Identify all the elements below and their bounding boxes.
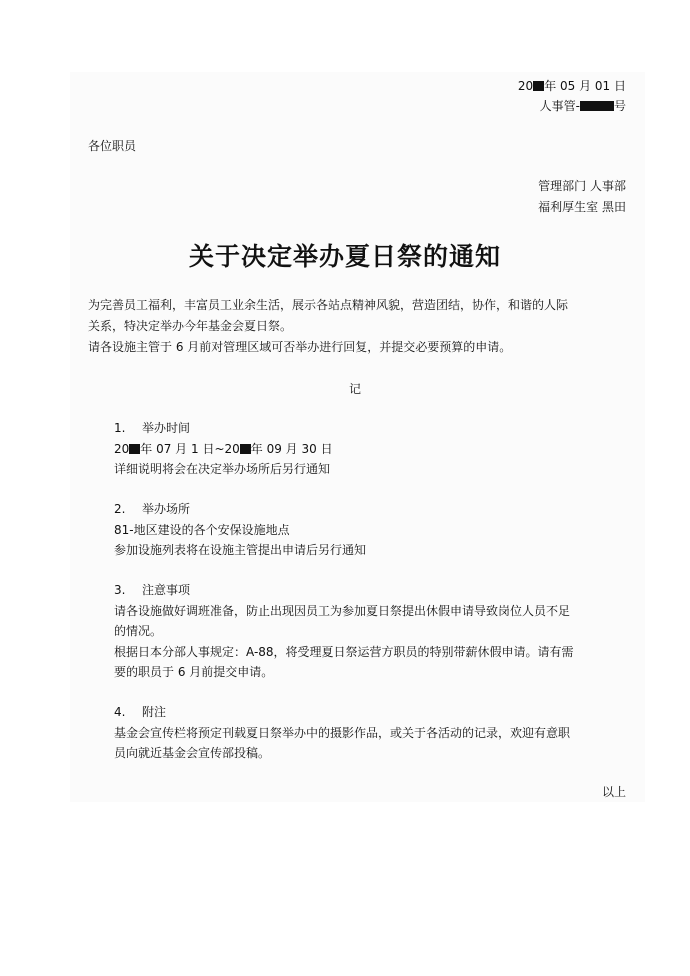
section-line: 基金会宣传栏将预定刊载夏日祭举办中的摄影作品，或关于各活动的记录，欢迎有意职 (114, 725, 571, 740)
date-rest: 年 05 月 01 日 (544, 79, 626, 93)
date-part: 20 (114, 441, 130, 456)
section-number: 2. (114, 502, 126, 516)
body-line: 请各设施主管于 6 月前对管理区域可否举办进行回复，并提交必要预算的申请。 (88, 340, 512, 354)
section-title: 举办时间 (142, 421, 191, 435)
recipient: 各位职员 (88, 139, 137, 153)
document-number (540, 98, 626, 114)
document-title: 关于决定举办夏日祭的通知 (188, 242, 501, 271)
section-appendix (114, 702, 629, 764)
body-line: 关系，特决定举办今年基金会夏日祭。 (88, 319, 293, 333)
section-line: 81-地区建设的各个安保设施地点 (114, 522, 290, 537)
redaction-bar (129, 444, 140, 454)
body-paragraph (88, 295, 628, 358)
date-part: 年 07 月 1 日~20 (140, 441, 240, 456)
section-heading (114, 418, 629, 439)
section-line: 根据日本分部人事规定：A-88，将受理夏日祭运营方职员的特别带薪休假申请。请有需 (114, 644, 574, 659)
section-number: 4. (114, 705, 126, 719)
section-venue (114, 499, 629, 561)
section-number: 3. (114, 583, 126, 597)
section-line: 请各设施做好调班准备，防止出现因员工为参加夏日祭提出休假申请导致岗位人员不足 (114, 603, 571, 618)
date-year-prefix: 20 (517, 79, 534, 93)
redaction-bar (533, 81, 544, 91)
body-line: 为完善员工福利，丰富员工业余生活，展示各站点精神风貌，营造团结，协作，和谐的人际 (88, 298, 569, 312)
section-line: 要的职员于 6 月前提交申请。 (114, 665, 274, 679)
section-schedule (114, 418, 629, 480)
doc-number-prefix: 人事管- (539, 99, 580, 113)
closing-mark: 以上 (601, 785, 626, 799)
doc-number-suffix: 号 (613, 99, 626, 113)
ji-marker: 记 (349, 382, 362, 396)
sender-office: 福利厚生室 黑田 (538, 200, 626, 214)
section-line: 员向就近基金会宣传部投稿。 (114, 746, 271, 760)
section-line: 详细说明将会在决定举办场所后另行通知 (114, 462, 331, 476)
section-line: 参加设施列表将在设施主管提出申请后另行通知 (114, 543, 367, 557)
date-part: 年 09 月 30 日 (250, 441, 333, 456)
sender-department: 管理部门 人事部 (538, 179, 626, 193)
section-line: 的情况。 (114, 624, 163, 638)
document-date (518, 78, 626, 94)
section-title: 附注 (142, 705, 167, 719)
redaction-bar (580, 101, 614, 111)
redaction-bar (240, 444, 251, 454)
schedule-dates (114, 439, 629, 460)
section-number: 1. (114, 421, 126, 435)
section-title: 注意事项 (142, 583, 191, 597)
section-heading (114, 499, 629, 520)
section-heading (114, 702, 629, 723)
section-title: 举办场所 (142, 502, 191, 516)
section-notes (114, 580, 629, 683)
section-heading (114, 580, 629, 601)
